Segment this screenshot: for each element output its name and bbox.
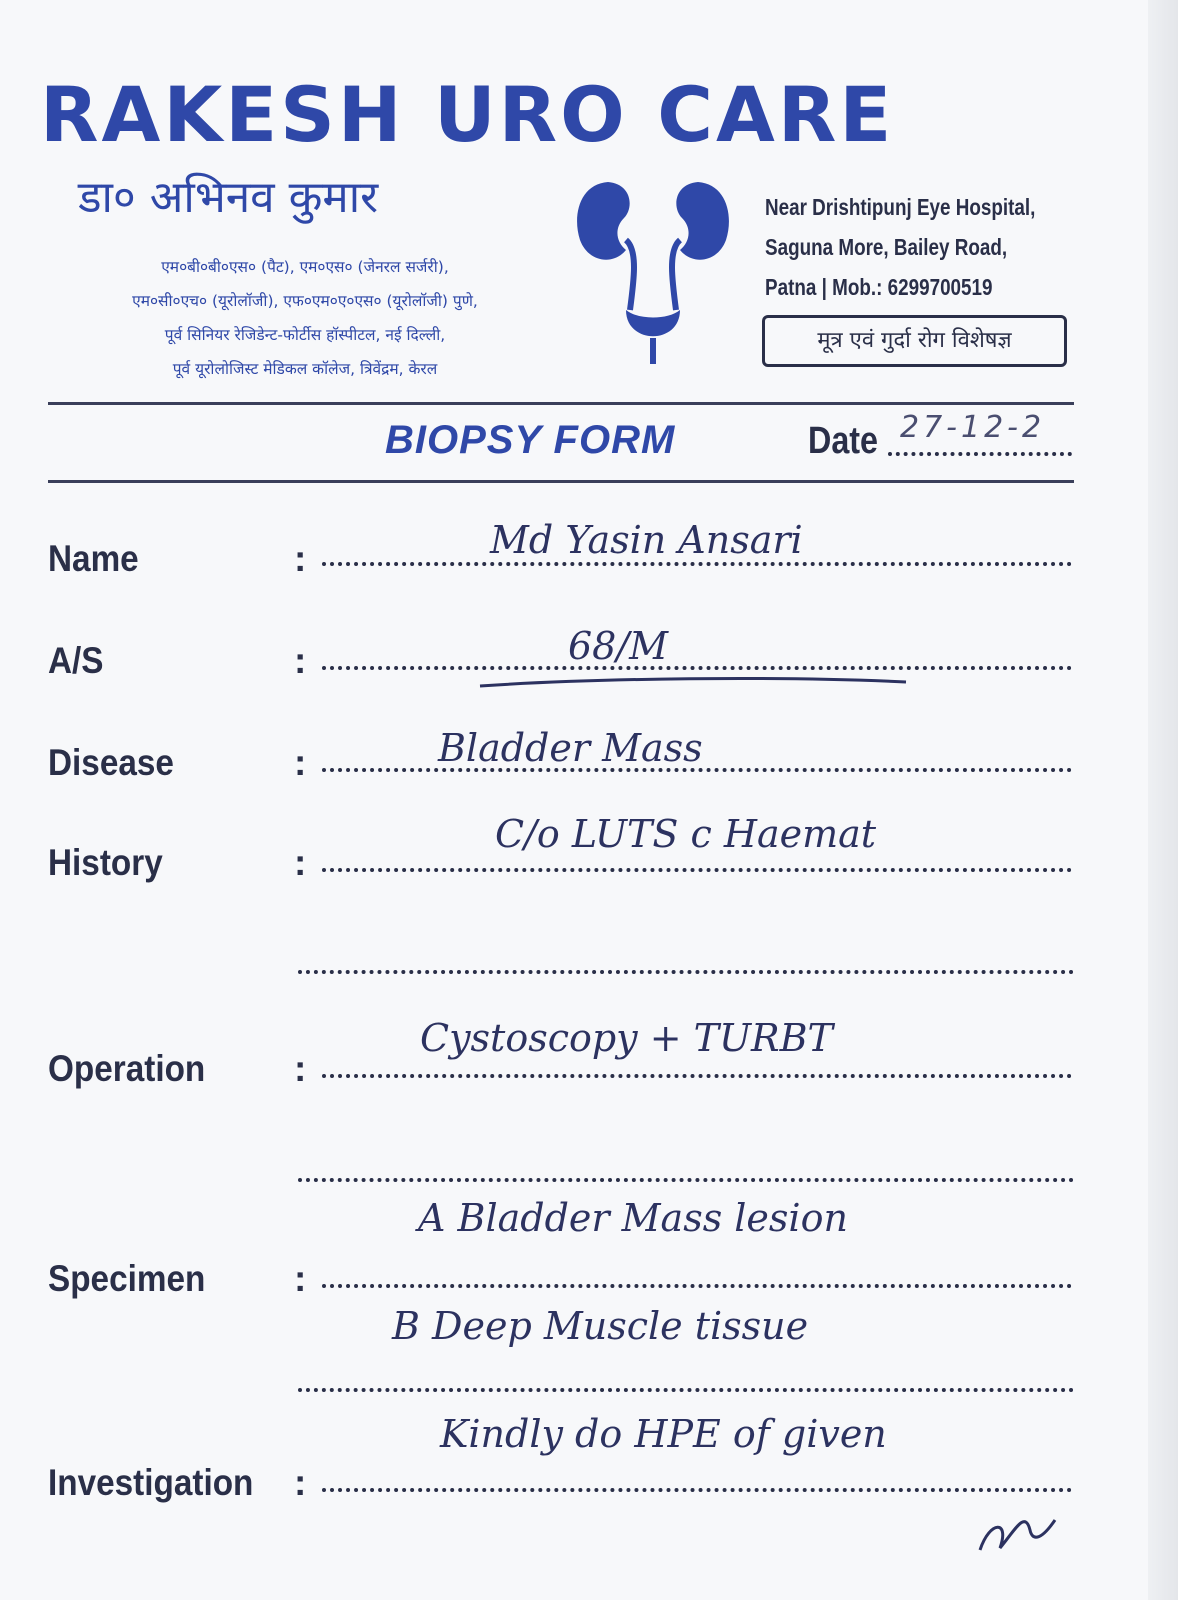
handwritten-underline — [478, 670, 908, 694]
qualification-line: पूर्व यूरोलोजिस्ट मेडिकल कॉलेज, त्रिवेंद्रम, केरल — [172, 360, 438, 378]
disease-label: Disease — [48, 742, 174, 783]
field-colon: : — [294, 1462, 307, 1503]
history-field-line-2[interactable] — [298, 970, 1074, 974]
specimen-field-line[interactable] — [322, 1284, 1072, 1288]
operation-value: Cystoscopy + TURBT — [420, 1016, 833, 1060]
specimen-label: Specimen — [48, 1258, 206, 1299]
history-label: History — [48, 842, 163, 883]
name-field-line[interactable] — [322, 562, 1072, 566]
investigation-value: Kindly do HPE of given — [440, 1412, 887, 1456]
paper-edge — [1148, 0, 1178, 1600]
form-title: BIOPSY FORM — [385, 418, 676, 462]
specialist-tag: मूत्र एवं गुर्दा रोग विशेषज्ञ — [762, 315, 1067, 367]
clinic-name: RAKESH URO CARE — [40, 70, 895, 159]
operation-field-line[interactable] — [322, 1074, 1072, 1078]
specimen-value-b: B Deep Muscle tissue — [392, 1304, 809, 1348]
address-line: Saguna More, Bailey Road, — [765, 234, 1008, 260]
investigation-field-line[interactable] — [322, 1488, 1072, 1492]
clinic-address — [765, 187, 1035, 307]
header-divider — [48, 402, 1074, 405]
address-line: Near Drishtipunj Eye Hospital, — [765, 194, 1036, 220]
age-sex-value: 68/M — [568, 624, 669, 668]
specimen-value-a: A Bladder Mass lesion — [418, 1196, 848, 1240]
qualification-line: पूर्व सिनियर रेजिडेन्ट-फोर्टीस हॉस्पीटल, नई दिल्ली, — [164, 326, 446, 344]
field-colon: : — [294, 842, 307, 883]
doctor-name: डा० अभिनव कुमार — [78, 172, 379, 223]
history-value: C/o LUTS c Haemat — [495, 812, 877, 856]
name-label: Name — [48, 538, 139, 579]
qualification-line: एम०बी०बी०एस० (पैट), एम०एस० (जेनरल सर्जरी), — [161, 258, 449, 276]
qualification-line: एम०सी०एच० (यूरोलॉजी), एफ०एम०ए०एस० (यूरोलॉजी) पुणे, — [132, 292, 478, 310]
field-colon: : — [294, 640, 307, 681]
name-value: Md Yasin Ansari — [490, 518, 803, 562]
doctor-qualifications — [40, 250, 570, 386]
history-field-line[interactable] — [322, 868, 1072, 872]
disease-value: Bladder Mass — [438, 726, 703, 770]
date-label: Date — [808, 420, 879, 462]
specimen-field-line-2[interactable] — [298, 1388, 1074, 1392]
field-colon: : — [294, 538, 307, 579]
address-line: Patna | Mob.: 6299700519 — [765, 274, 993, 300]
field-colon: : — [294, 1048, 307, 1089]
date-value: 27-12-2 — [900, 410, 1046, 445]
handwritten-signature — [970, 1500, 1060, 1560]
title-divider — [48, 480, 1074, 483]
operation-label: Operation — [48, 1048, 206, 1089]
kidney-urinary-tract-icon — [568, 170, 738, 370]
operation-field-line-2[interactable] — [298, 1178, 1074, 1182]
age-sex-label: A/S — [48, 640, 104, 681]
investigation-label: Investigation — [48, 1462, 254, 1503]
date-line — [888, 452, 1072, 456]
field-colon: : — [294, 1258, 307, 1299]
field-colon: : — [294, 742, 307, 783]
